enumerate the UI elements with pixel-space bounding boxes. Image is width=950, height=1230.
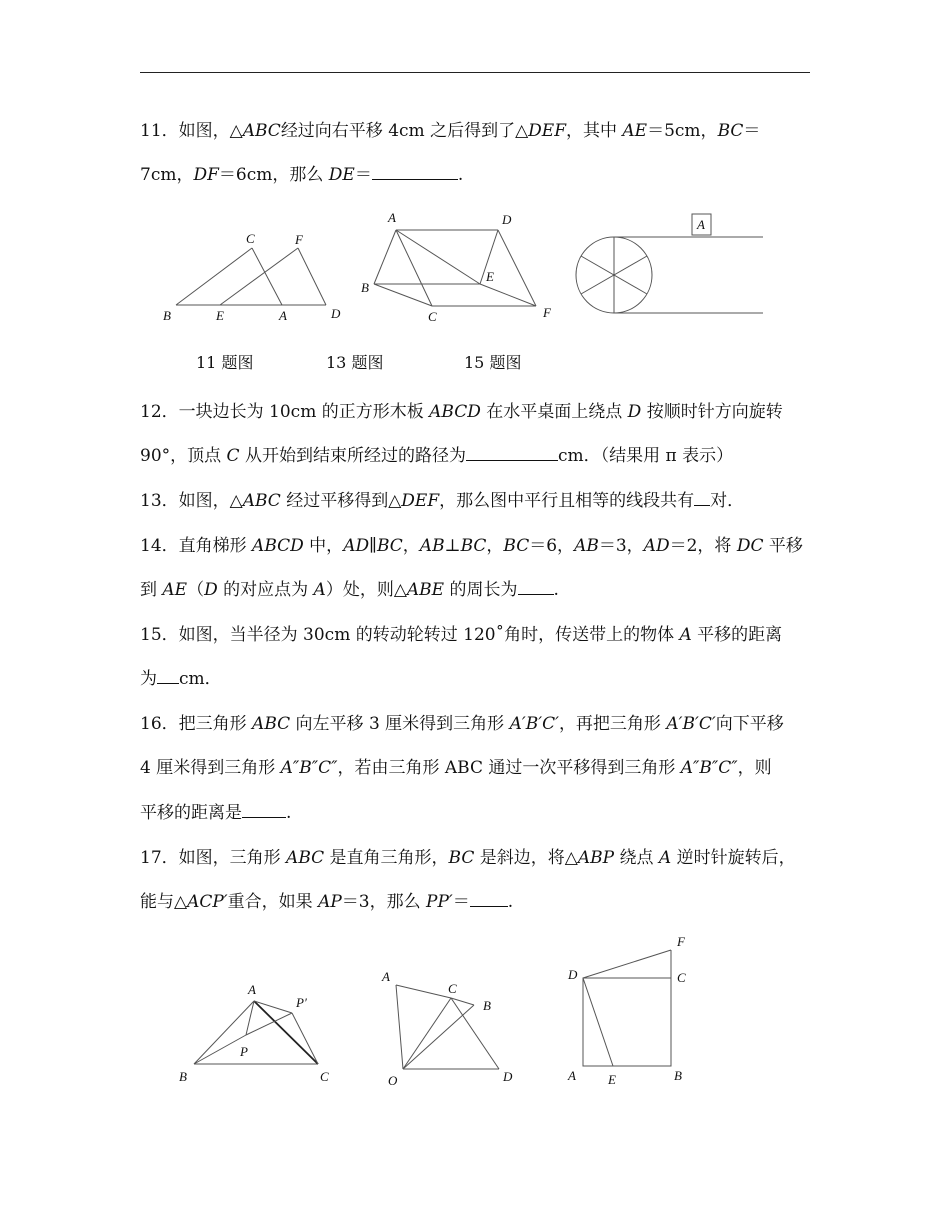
- figure-18: [376, 965, 526, 1090]
- fig19-label-e: E: [608, 1072, 616, 1087]
- figure-17: [172, 975, 342, 1090]
- fig11-label-e: E: [216, 308, 224, 323]
- fig11-side-ef: [220, 248, 298, 305]
- q15-answer-blank[interactable]: [157, 669, 179, 684]
- fig17-label-c: C: [320, 1069, 329, 1084]
- fig11-side-bc: [176, 248, 252, 305]
- q16-line1: 16．把三角形 ABC 向左平移 3 厘米得到三角形 A′B′C′，再把三角形 A′B′C′向下平移: [140, 714, 784, 734]
- q16-answer-blank[interactable]: [242, 803, 286, 818]
- fig13-label-d: D: [502, 212, 512, 227]
- fig19-label-b: B: [674, 1068, 682, 1083]
- fig19-label-c: C: [677, 970, 686, 985]
- q11-line2: 7cm，DF＝6cm，那么 DE＝ .: [140, 165, 464, 185]
- fig13-label-e: E: [486, 269, 494, 284]
- fig18-label-o: O: [388, 1073, 398, 1088]
- caption-15: 15 题图: [464, 353, 522, 372]
- fig17-label-a: A: [248, 982, 256, 997]
- q17-line2: 能与△ACP′重合，如果 AP＝3，那么 PP′＝ .: [140, 892, 514, 912]
- q16-line3: 平移的距离是 .: [140, 803, 292, 823]
- fig17-label-p: P: [240, 1044, 248, 1059]
- figure-19: [560, 930, 700, 1090]
- fig19-label-a: A: [568, 1068, 576, 1083]
- fig11-label-c: C: [246, 231, 255, 246]
- q12-answer-blank[interactable]: [466, 446, 558, 461]
- fig11-label-f: F: [295, 232, 303, 247]
- q11-line1: 11．如图，△ABC经过向右平移 4cm 之后得到了△DEF，其中 AE＝5cm，BC＝: [140, 121, 761, 141]
- q13-answer-blank[interactable]: [694, 491, 710, 506]
- fig11-side-ca: [252, 248, 282, 305]
- figure-15: [570, 208, 770, 320]
- figure-13: [358, 208, 558, 328]
- caption-11: 11 题图: [196, 353, 254, 372]
- fig13-label-a: A: [388, 210, 396, 225]
- fig18-label-c: C: [448, 981, 457, 996]
- fig13-label-c: C: [428, 309, 437, 324]
- q13-line: 13．如图，△ABC 经过平移得到△DEF，那么图中平行且相等的线段共有 对．: [140, 491, 745, 511]
- fig13-label-b: B: [361, 280, 369, 295]
- q15-line1: 15．如图，当半径为 30cm 的转动轮转过 120˚角时，传送带上的物体 A 平移的距离: [140, 625, 783, 645]
- fig11-side-fd: [298, 248, 326, 305]
- fig19-square: [583, 978, 671, 1066]
- q14-line2: 到 AE（D 的对应点为 A）处，则△ABE 的周长为 .: [140, 580, 559, 600]
- fig15-label-a: A: [697, 217, 705, 232]
- q12-line1: 12．一块边长为 10cm 的正方形木板 ABCD 在水平桌面上绕点 D 按顺时针方向旋转: [140, 402, 783, 422]
- fig19-label-d: D: [568, 967, 578, 982]
- fig13-label-f: F: [543, 305, 551, 320]
- q17-answer-blank[interactable]: [470, 892, 508, 907]
- fig11-label-b: B: [163, 308, 171, 323]
- q12-line2: 90°，顶点 C 从开始到结束所经过的路径为 cm．（结果用 π 表示）: [140, 446, 734, 466]
- q14-answer-blank[interactable]: [518, 580, 554, 595]
- caption-13: 13 题图: [326, 353, 384, 372]
- q15-line2: 为 cm．: [140, 669, 222, 689]
- fig19-label-f: F: [677, 934, 685, 949]
- header-rule: [140, 72, 810, 73]
- fig17-label-p-prime: P′: [296, 995, 307, 1010]
- figure-11: [160, 228, 350, 328]
- q14-line1: 14．直角梯形 ABCD 中，AD∥BC，AB⊥BC，BC＝6，AB＝3，AD＝2，将 DC 平移: [140, 536, 803, 556]
- fig18-label-a: A: [382, 969, 390, 984]
- fig18-label-b: B: [483, 998, 491, 1013]
- q17-line1: 17．如图，三角形 ABC 是直角三角形，BC 是斜边，将△ABP 绕点 A 逆时针旋转后，: [140, 848, 796, 868]
- q11-answer-blank[interactable]: [372, 165, 458, 180]
- fig11-label-a: A: [279, 308, 287, 323]
- q16-line2: 4 厘米得到三角形 A″B″C″，若由三角形 ABC 通过一次平移得到三角形 A″B″C″，则: [140, 758, 772, 778]
- fig18-label-d: D: [503, 1069, 513, 1084]
- fig17-label-b: B: [179, 1069, 187, 1084]
- fig11-label-d: D: [331, 306, 341, 321]
